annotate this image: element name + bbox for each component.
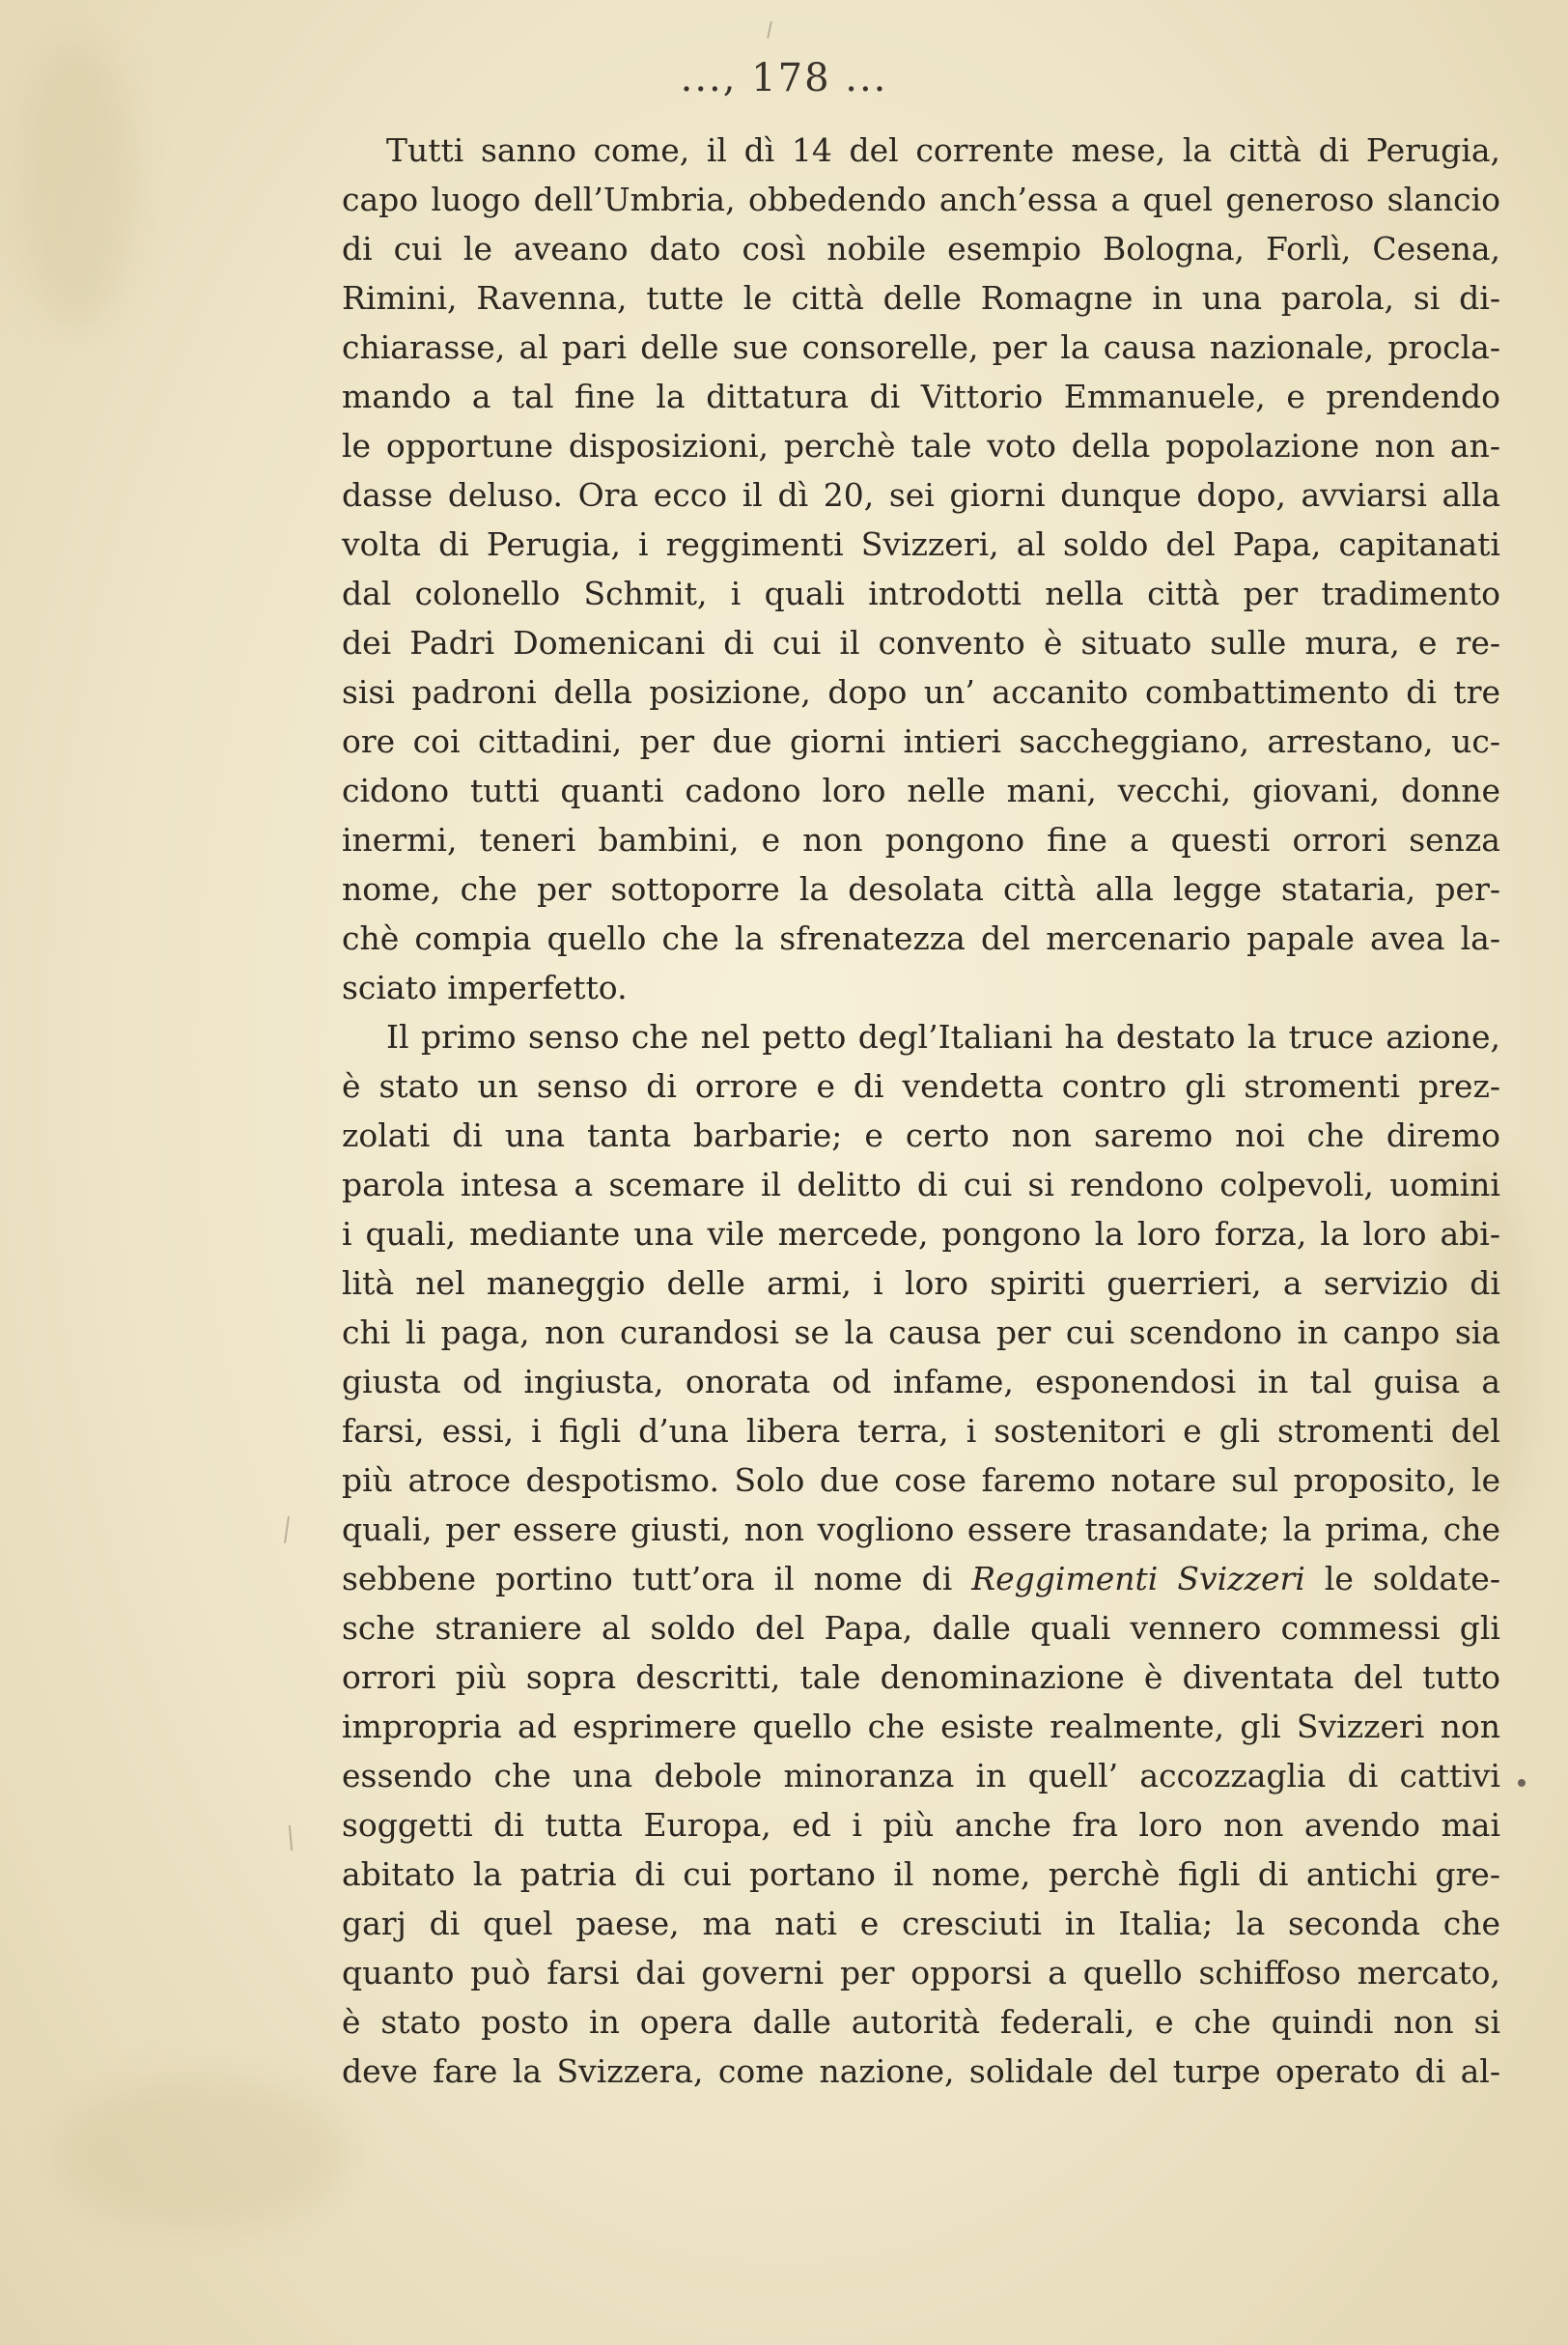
paper-mark xyxy=(767,21,772,39)
text-line: quali, per essere giusti, non vogliono essere trasandate; la prima, che xyxy=(342,1511,1500,1548)
text-line: ore coi cittadini, per due giorni intieri saccheggiano, arrestano, uc- xyxy=(342,722,1500,760)
text-line: zolati di una tanta barbarie; e certo non saremo noi che diremo xyxy=(342,1116,1500,1154)
text-line: mando a tal fine la dittatura di Vittorio Emmanuele, e prendendo xyxy=(342,378,1500,415)
text-line: cidono tutti quanti cadono loro nelle mani, vecchi, giovani, donne xyxy=(342,772,1500,809)
text-line: Il primo senso che nel petto degl’Italiani ha destato la truce azione, xyxy=(386,1018,1500,1056)
text-line: è stato posto in opera dalle autorità federali, e che quindi non si xyxy=(342,2003,1500,2041)
text-line: farsi, essi, i figli d’una libera terra, i sostenitori e gli stromenti del xyxy=(342,1412,1500,1450)
text-line: garj di quel paese, ma nati e cresciuti in Italia; la seconda che xyxy=(342,1905,1500,1942)
text-line: di cui le aveano dato così nobile esempio Bologna, Forlì, Cesena, xyxy=(342,230,1500,268)
text-line: è stato un senso di orrore e di vendetta contro gli stromenti prez- xyxy=(342,1067,1500,1105)
paper-mark xyxy=(289,1825,293,1851)
text-line: dal colonello Schmit, i quali introdotti nella città per tradimento xyxy=(342,575,1500,612)
text-line: inermi, teneri bambini, e non pongono fine a questi orrori senza xyxy=(342,821,1500,859)
text-line: essendo che una debole minoranza in quell’ accozzaglia di cattivi xyxy=(342,1757,1500,1794)
text-line: chiarasse, al pari delle sue consorelle, per la causa nazionale, procla- xyxy=(342,328,1500,366)
text-line: sche straniere al soldo del Papa, dalle quali vennero commessi gli xyxy=(342,1609,1500,1647)
body-text xyxy=(342,126,1500,2096)
text-line: abitato la patria di cui portano il nome, perchè figli di antichi gre- xyxy=(342,1855,1500,1893)
text-line: più atroce despotismo. Solo due cose faremo notare sul proposito, le xyxy=(342,1461,1500,1499)
margin-dot xyxy=(1518,1779,1526,1787)
text-line: i quali, mediante una vile mercede, pongono la loro forza, la loro abi- xyxy=(342,1215,1500,1253)
text-line: chi li paga, non curandosi se la causa per cui scendono in canpo sia xyxy=(342,1314,1500,1351)
text-line: deve fare la Svizzera, come nazione, solidale del turpe operato di al- xyxy=(342,2052,1500,2090)
paper-stain xyxy=(58,2077,348,2231)
text-line: Tutti sanno come, il dì 14 del corrente mese, la città di Perugia, xyxy=(386,131,1500,169)
text-line: Rimini, Ravenna, tutte le città delle Romagne in una parola, si di- xyxy=(342,279,1500,317)
text-line: soggetti di tutta Europa, ed i più anche fra loro non avendo mai xyxy=(342,1806,1500,1844)
text-line: capo luogo dell’Umbria, obbedendo anch’essa a quel generoso slancio xyxy=(342,181,1500,218)
text-line: quanto può farsi dai governi per opporsi a quello schiffoso mercato, xyxy=(342,1954,1500,1992)
text-line: impropria ad esprimere quello che esiste realmente, gli Svizzeri non xyxy=(342,1708,1500,1745)
text-line: lità nel maneggio delle armi, i loro spiriti guerrieri, a servizio di xyxy=(342,1264,1500,1302)
text-line: dasse deluso. Ora ecco il dì 20, sei giorni dunque dopo, avviarsi alla xyxy=(342,476,1500,514)
text-line: nome, che per sottoporre la desolata città alla legge stataria, per- xyxy=(342,870,1500,908)
text-line: sisi padroni della posizione, dopo un’ accanito combattimento di tre xyxy=(342,673,1500,711)
text-line: chè compia quello che la sfrenatezza del mercenario papale avea la- xyxy=(342,919,1500,957)
text-line-with-italic xyxy=(342,1554,1500,1603)
text-line: parola intesa a scemare il delitto di cui si rendono colpevoli, uomini xyxy=(342,1166,1500,1203)
text-line: sciato imperfetto. xyxy=(342,969,628,1006)
text-segment: le soldate- xyxy=(1324,1560,1500,1597)
paper-mark xyxy=(284,1516,290,1543)
text-line: volta di Perugia, i reggimenti Svizzeri, al soldo del Papa, capitanati xyxy=(342,525,1500,563)
text-line: giusta od ingiusta, onorata od infame, esponendosi in tal guisa a xyxy=(342,1363,1500,1400)
text-line: orrori più sopra descritti, tale denominazione è diventata del tutto xyxy=(342,1658,1500,1696)
text-segment: sebbene portino tutt’ora il nome di xyxy=(342,1560,953,1597)
text-line: le opportune disposizioni, perchè tale voto della popolazione non an- xyxy=(342,427,1500,465)
text-line: dei Padri Domenicani di cui il convento è situato sulle mura, e re- xyxy=(342,624,1500,662)
page-number: ..., 178 ... xyxy=(680,56,888,100)
italic-phrase: Reggimenti Svizzeri xyxy=(971,1560,1305,1597)
